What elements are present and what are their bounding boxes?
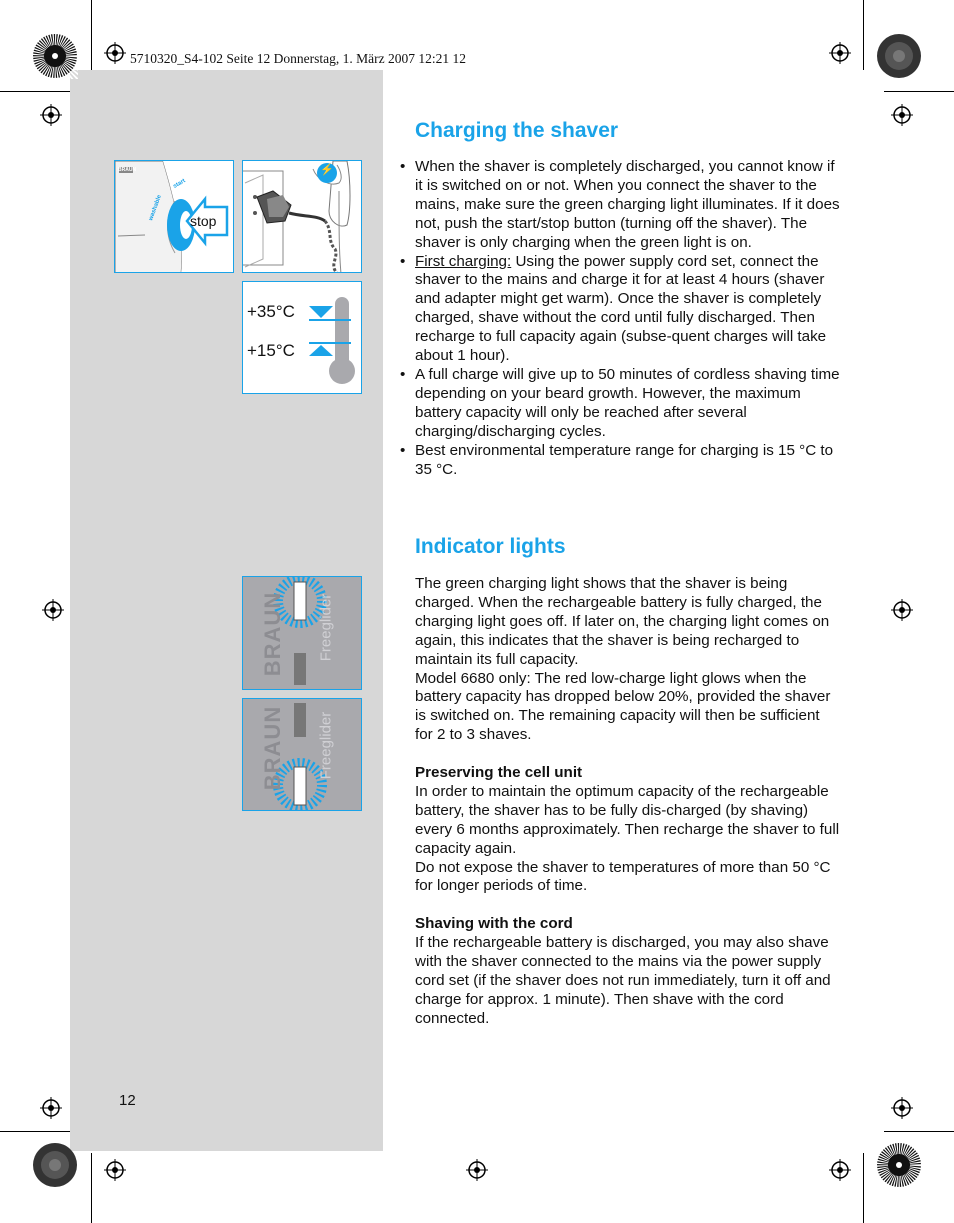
first-charging-label: First charging: xyxy=(415,252,512,270)
illustration-low-charge-light xyxy=(242,698,362,811)
crop-mark xyxy=(91,0,92,70)
registration-target-icon xyxy=(104,1159,126,1181)
color-starburst-icon xyxy=(876,1142,922,1188)
illustration-charging-light xyxy=(242,576,362,690)
registration-target-icon xyxy=(40,104,62,126)
registration-target-icon xyxy=(40,1097,62,1119)
charging-heading: Charging the shaver xyxy=(415,119,619,142)
registration-target-icon xyxy=(466,1159,488,1181)
charging-bullet xyxy=(415,253,840,366)
preserving-para: Do not expose the shaver to temperatures of more than 50 °C for longer periods of time. xyxy=(415,858,831,895)
indicator-para: Model 6680 only: The red low-charge light glows when the battery capacity has dropped below 20%, provided the shaver is switched on. The remaining capacity will then be sufficient for 2 to 3 shaves. xyxy=(415,669,831,744)
charging-bullet: • When the shaver is completely discharged, you cannot know if it is switched on or not. When you connect the shaver to the mains, make sure the green charging light illuminates. If it does not, push the start/stop button (turning off the shaver). The shaver is only charging when the green light is on. xyxy=(415,158,840,253)
crop-mark xyxy=(0,91,70,92)
crop-mark xyxy=(884,91,954,92)
print-header: 5710320_S4-102 Seite 12 Donnerstag, 1. März 2007 12:21 12 xyxy=(130,51,466,66)
preserving-heading: Preserving the cell unit xyxy=(415,764,583,782)
charging-body xyxy=(415,158,840,479)
registration-target-icon xyxy=(104,42,126,64)
charging-bullet: • A full charge will give up to 50 minutes of cordless shaving time depending on your beard growth. However, the maximum battery capacity will only be reached after several charging/discharging cycles. xyxy=(415,366,840,442)
registration-target-icon xyxy=(891,104,913,126)
registration-target-icon xyxy=(829,1159,851,1181)
color-starburst-icon xyxy=(876,33,922,79)
crop-mark xyxy=(884,1131,954,1132)
first-charging-text: Using the power supply cord set, connect the shaver to the mains and charge it for at least 4 hours (shaver and adapter might get warm). Once the shaver is completely charged, shave without the cord until fully discharged. Then recharge to full capacity again (subse-quent charges will take about 1 hour). xyxy=(415,252,827,365)
model-label: Freeglider xyxy=(317,593,335,662)
illustration-plug-cord xyxy=(242,160,362,273)
color-starburst-icon xyxy=(32,33,78,79)
stop-label: stop xyxy=(190,213,217,229)
model-label: Freeglider xyxy=(317,711,335,780)
temp-low-label: +15°C xyxy=(247,341,295,360)
color-starburst-icon xyxy=(32,1142,78,1188)
washable-label: washable xyxy=(148,194,163,222)
crop-mark xyxy=(0,1131,70,1132)
cord-heading: Shaving with the cord xyxy=(415,915,573,933)
crop-mark xyxy=(863,1153,864,1223)
illustration-temperature-range xyxy=(242,281,362,394)
brand-logo: BRAUN xyxy=(260,705,286,791)
cord-para: If the rechargeable battery is discharged, you may also shave with the shaver connected to the mains via the power supply cord set (if the shaver does not run immediately, turn it off and charge for approx. 1 minute). Then shave with the cord connected. xyxy=(415,934,831,1027)
brand-logo: BRAUN xyxy=(260,591,286,677)
registration-target-icon xyxy=(891,1097,913,1119)
crop-mark xyxy=(91,1153,92,1223)
page-number: 12 xyxy=(119,1092,136,1109)
registration-target-icon xyxy=(891,599,913,621)
illustration-start-stop-switch xyxy=(114,160,234,273)
indicator-heading: Indicator lights xyxy=(415,535,566,558)
start-label: start xyxy=(172,178,187,190)
registration-target-icon xyxy=(42,599,64,621)
temp-high-label: +35°C xyxy=(247,302,295,321)
crop-mark xyxy=(863,0,864,70)
charging-bullet: • Best environmental temperature range for charging is 15 °C to 35 °C. xyxy=(415,442,840,480)
indicator-body xyxy=(415,575,840,1029)
registration-target-icon xyxy=(829,42,851,64)
preserving-para: In order to maintain the optimum capacity of the rechargeable battery, the shaver has to be fully dis-charged (by shaving) every 6 months approximately. Then recharge the shaver to full capacity again. xyxy=(415,782,840,857)
brand-logo: BRAUN xyxy=(118,167,137,173)
plug-lightning-icon: ⚡ xyxy=(320,164,334,176)
indicator-para: The green charging light shows that the shaver is being charged. When the rechargeable battery is fully charged, the charging light goes off. If later on, the charging light comes on again, this indicates that the shaver is being recharged to maintain its full capacity. xyxy=(415,575,830,668)
